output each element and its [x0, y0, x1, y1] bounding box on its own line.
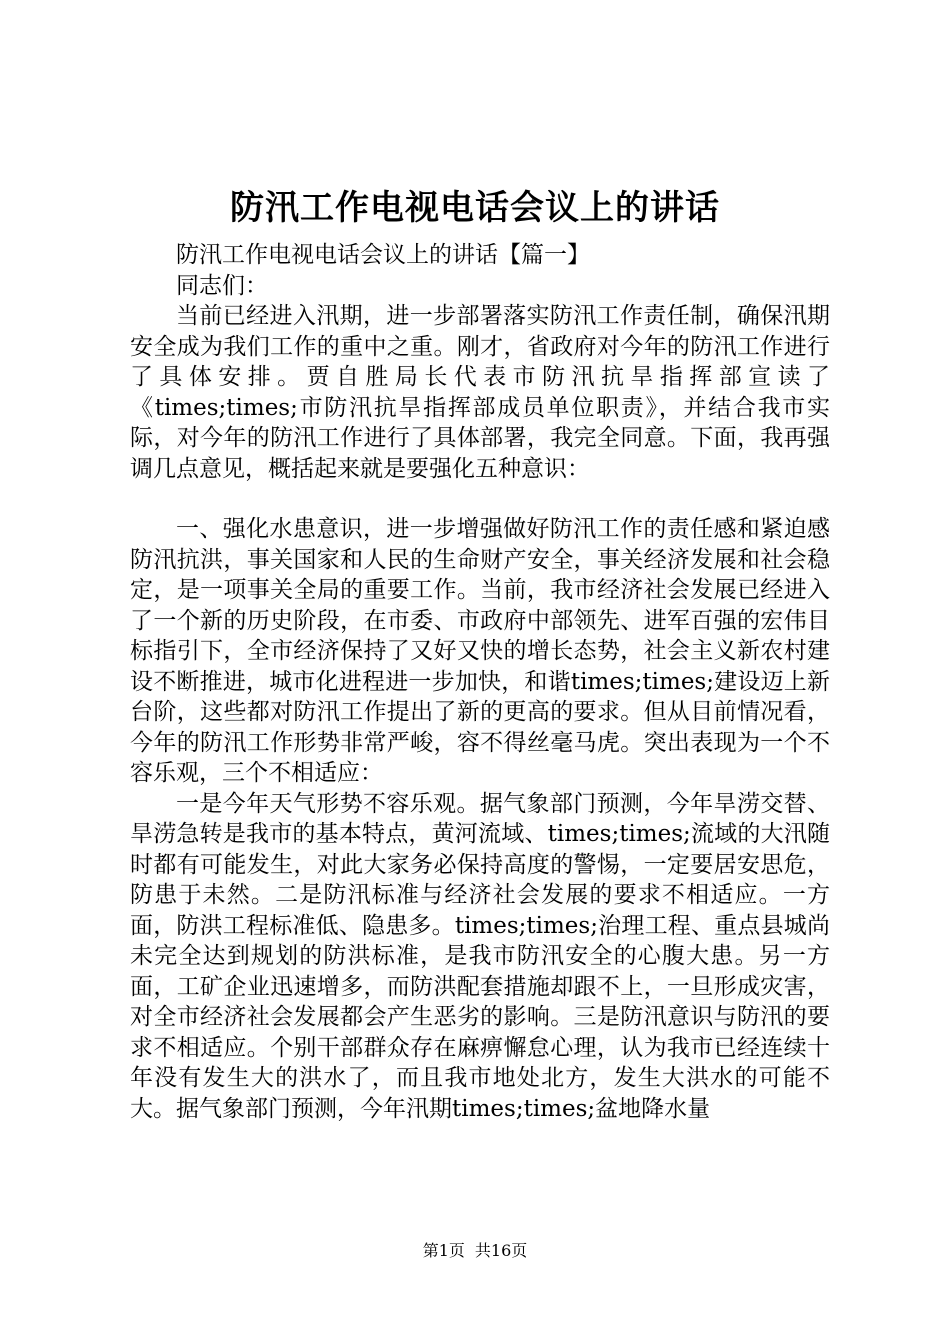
paragraph-intro: 当前已经进入汛期，进一步部署落实防汛工作责任制，确保汛期安全成为我们工作的重中之重。刚才，省政府对今年的防汛工作进行了具体安排。贾自胜局长代表市防汛抗旱指挥部宣读了《times;times;市防汛抗旱指挥部成员单位职责》，并结合我市实际，对今年的防汛工作进行了具体部署，我完全同意。下面，我再强调几点意见，概括起来就是要强化五种意识： — [130, 303, 830, 482]
paragraph-details: 一是今年天气形势不容乐观。据气象部门预测，今年旱涝交替、旱涝急转是我市的基本特点，黄河流域、times;times;流域的大汛随时都有可能发生，对此大家务必保持高度的警惕，一定要居安思危，防患于未然。二是防汛标准与经济社会发展的要求不相适应。一方面，防洪工程标准低、隐患多。times;times;治理工程、重点县城尚未完全达到规划的防洪标准，是我市防汛安全的心腹大患。另一方面，工矿企业迅速增多，而防洪配套措施却跟不上，一旦形成灾害，对全市经济社会发展都会产生恶劣的影响。三是防汛意识与防汛的要求不相适应。个别干部群众存在麻痹懈怠心理，认为我市已经连续十年没有发生大的洪水了，而且我市地处北方，发生大洪水的可能不大。据气象部门预测，今年汛期times;times;盆地降水量 — [130, 790, 830, 1122]
document-title: 防汛工作电视电话会议上的讲话 — [230, 188, 720, 228]
document-body — [130, 240, 830, 1124]
page-total: 共16页 — [474, 1241, 528, 1260]
page-footer — [0, 1240, 950, 1262]
paragraph-section-one: 一、强化水患意识，进一步增强做好防汛工作的责任感和紧迫感防汛抗洪，事关国家和人民的生命财产安全，事关经济发展和社会稳定，是一项事关全局的重要工作。当前，我市经济社会发展已经进入了一个新的历史阶段，在市委、市政府中部领先、进军百强的宏伟目标指引下，全市经济保持了又好又快的增长态势，社会主义新农村建设不断推进，城市化进程进一步加快，和谐times;times;建设迈上新台阶，这些都对防汛工作提出了新的更高的要求。但从目前情况看，今年的防汛工作形势非常严峻，容不得丝毫马虎。突出表现为一个不容乐观，三个不相适应： — [130, 516, 830, 786]
page-number: 第1页 — [422, 1241, 465, 1260]
section-heading: 防汛工作电视电话会议上的讲话【篇一】 — [176, 242, 590, 268]
greeting: 同志们： — [176, 272, 268, 299]
